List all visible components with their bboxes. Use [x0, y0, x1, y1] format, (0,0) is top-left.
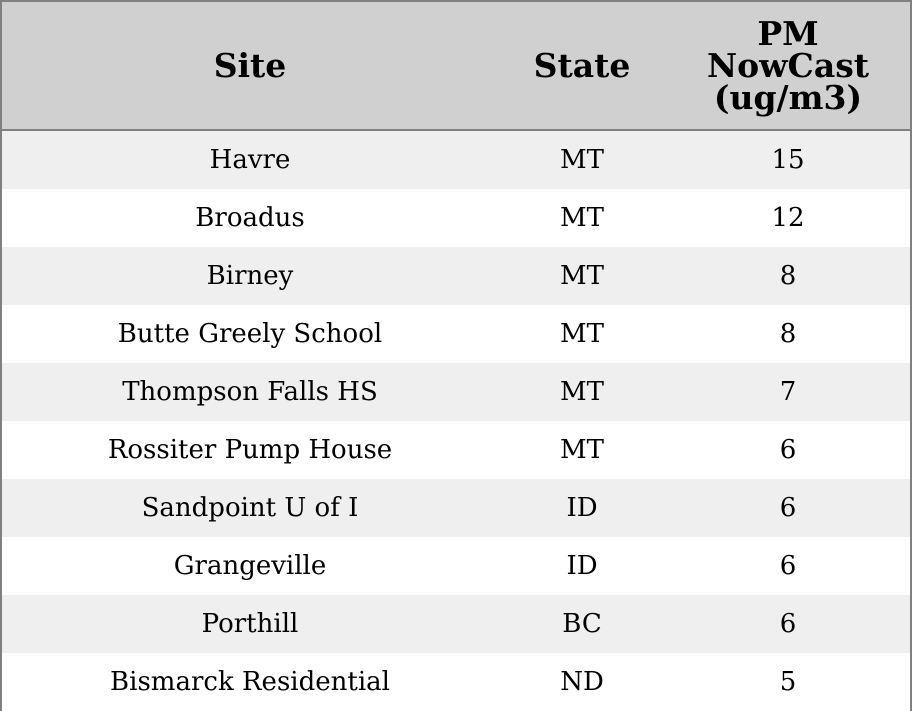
table-body [2, 131, 910, 711]
pm-value-cell: 6 [779, 609, 797, 639]
site-cell: Sandpoint U of I [141, 493, 359, 523]
pm-value-cell: 6 [779, 551, 797, 581]
table-header-row [2, 2, 910, 131]
state-cell: MT [560, 145, 604, 175]
pm-value-cell: 5 [779, 667, 797, 697]
site-cell: Broadus [195, 203, 305, 233]
table-row [2, 189, 910, 247]
pm-value-cell: 6 [779, 493, 797, 523]
site-cell: Birney [206, 261, 294, 291]
site-cell: Porthill [201, 609, 299, 639]
pm-value-cell: 6 [779, 435, 797, 465]
pm-value-cell: 15 [771, 145, 805, 175]
state-cell: ND [560, 667, 604, 697]
state-cell: MT [560, 377, 604, 407]
pm-value-cell: 7 [779, 377, 797, 407]
pm-value-cell: 12 [771, 203, 805, 233]
column-header-pm-nowcast: PM NowCast (ug/m3) [706, 13, 870, 117]
table-row [2, 479, 910, 537]
column-header-state: State [533, 45, 631, 85]
state-cell: ID [566, 493, 598, 523]
site-cell: Thompson Falls HS [122, 377, 378, 407]
table-row [2, 247, 910, 305]
table-row [2, 305, 910, 363]
state-cell: MT [560, 203, 604, 233]
state-cell: BC [562, 609, 602, 639]
pm-value-cell: 8 [779, 261, 797, 291]
state-cell: MT [560, 261, 604, 291]
site-cell: Havre [209, 145, 291, 175]
table-row [2, 653, 910, 711]
state-cell: MT [560, 319, 604, 349]
table-row [2, 595, 910, 653]
site-cell: Bismarck Residential [110, 667, 390, 697]
state-cell: MT [560, 435, 604, 465]
site-cell: Grangeville [173, 551, 327, 581]
table-row [2, 363, 910, 421]
pm-value-cell: 8 [779, 319, 797, 349]
state-cell: ID [566, 551, 598, 581]
site-cell: Rossiter Pump House [107, 435, 393, 465]
table-row [2, 131, 910, 189]
table-row [2, 537, 910, 595]
column-header-site: Site [213, 45, 287, 85]
table-row [2, 421, 910, 479]
site-cell: Butte Greely School [117, 319, 383, 349]
